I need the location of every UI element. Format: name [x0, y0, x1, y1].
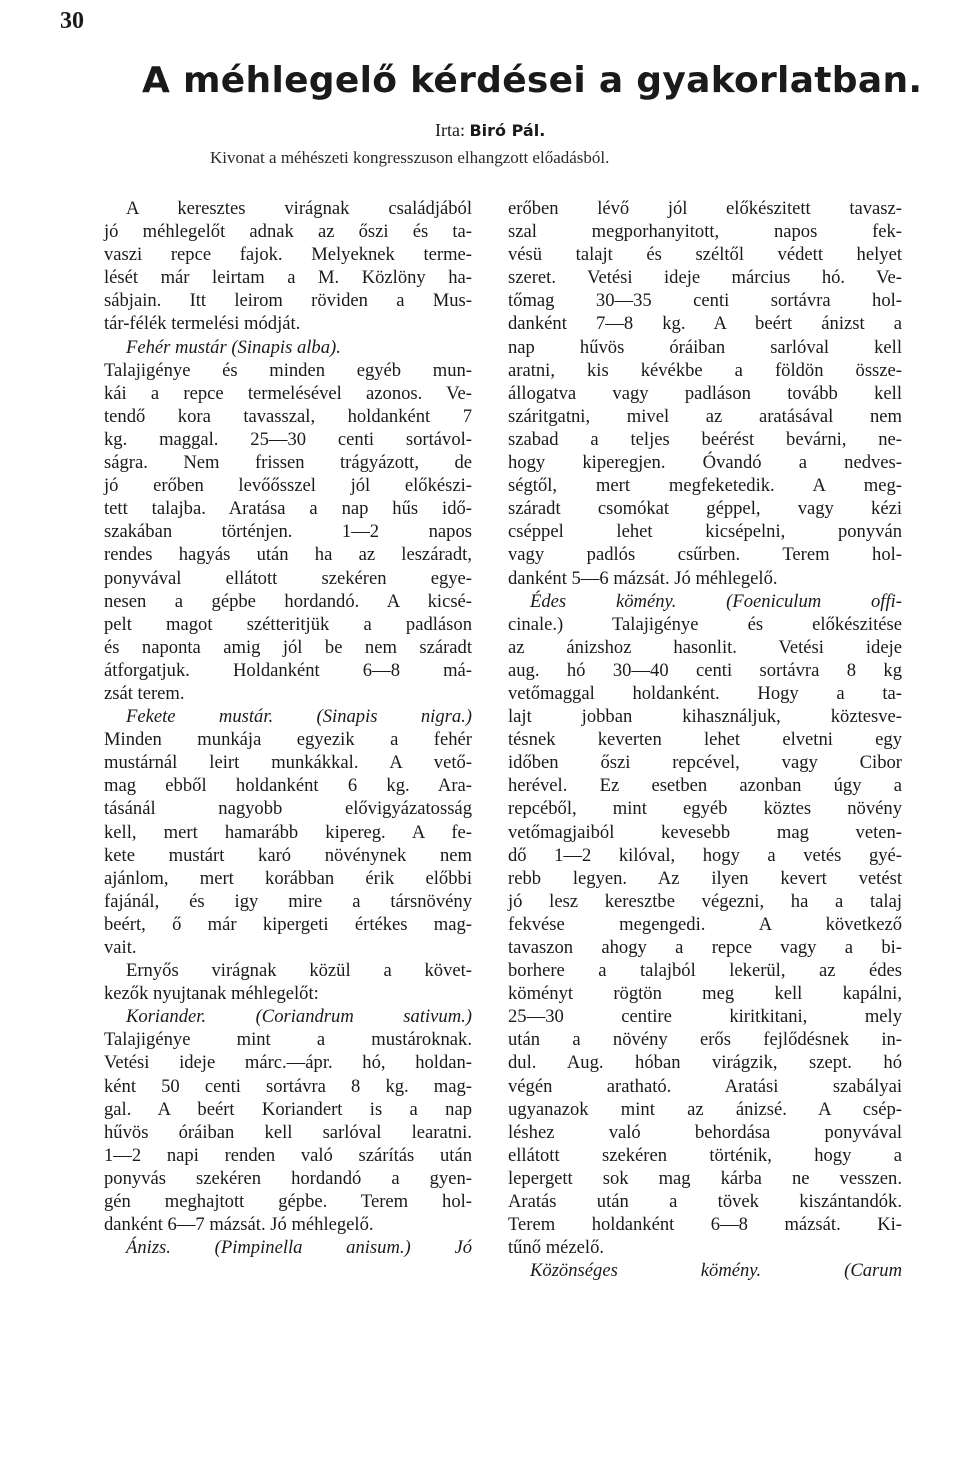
- text-line: kete mustárt karó növénynek nem: [104, 844, 472, 866]
- text-line: 25—30 centire kiritkitani, mely: [508, 1006, 902, 1028]
- text-line: beért, ő már kipergeti értékes mag-: [104, 913, 472, 935]
- text-line: tásánál nagyobb elővigyázatosság: [104, 798, 472, 820]
- text-line: száradt csomókat géppel, vagy kézi: [508, 498, 902, 520]
- left-column: [104, 197, 472, 1259]
- text-line: ellátott szekéren történik, hogy a: [508, 1144, 902, 1166]
- text-line: köményt rögtön meg kell kapálni,: [508, 983, 902, 1005]
- text-line: szeret. Vetési ideje március hó. Ve-: [508, 267, 902, 289]
- text-line: mustárnál leirt munkákkal. A vető-: [104, 752, 472, 774]
- text-line: rebb legyen. Az ilyen kevert vetést: [508, 867, 902, 889]
- text-line: mag ebből holdanként 6 kg. Ara-: [104, 775, 472, 797]
- text-line: átforgatjuk. Holdanként 6—8 má-: [104, 659, 472, 681]
- text-line: szakában történjen. 1—2 napos: [104, 521, 472, 543]
- text-line: Aratás után a tövek kiszántandók.: [508, 1191, 902, 1213]
- text-line: cinale.) Talajigénye és előkészitése: [508, 613, 902, 635]
- article-title: A méhlegelő kérdései a gyakorlatban.: [142, 60, 923, 101]
- text-line: jó méhlegelőt adnak az őszi és ta-: [104, 221, 472, 243]
- page-number: 30: [60, 8, 84, 34]
- text-line: lajt jobban kihasználjuk, köztesve-: [508, 706, 902, 728]
- text-line: nesen a gépbe hordandó. A kicsé-: [104, 590, 472, 612]
- text-line: ságra. Nem frissen trágyázott, de: [104, 452, 472, 474]
- author-name: Biró Pál.: [469, 121, 546, 140]
- text-line: dul. Aug. hóban virágzik, szept. hó: [508, 1052, 902, 1074]
- text-line: Minden munkája egyezik a fehér: [104, 729, 472, 751]
- text-line: jó erőben levőősszel jól előkészi-: [104, 475, 472, 497]
- text-line: hűvös óráiban kell sarlóval learatni.: [104, 1121, 472, 1143]
- text-line: repcéből, mint egyéb köztes növény: [508, 798, 902, 820]
- text-line: pelt magot szétteritjük a padláson: [104, 613, 472, 635]
- text-line: tésnek keverten lehet elvetni egy: [508, 729, 902, 751]
- text-line: az ánizshoz hasonlit. Vetési ideje: [508, 636, 902, 658]
- text-line: végén aratható. Aratási szabályai: [508, 1075, 902, 1097]
- text-line: danként 6—7 mázsát. Jó méhlegelő.: [104, 1214, 374, 1236]
- text-line: vaszi repce fajok. Melyeknek terme-: [104, 244, 472, 266]
- text-line: Terem holdanként 6—8 mázsát. Ki-: [508, 1214, 902, 1236]
- text-line: tett talajba. Aratása a nap hűs idő-: [104, 498, 472, 520]
- text-line: kell, mert hamarább kipereg. A fe-: [104, 821, 472, 843]
- text-line: ként 50 centi sortávra 8 kg. mag-: [104, 1075, 472, 1097]
- text-line: kg. maggal. 25—30 centi sortávol-: [104, 428, 472, 450]
- text-line: után a növény erős fejlődésnek in-: [508, 1029, 902, 1051]
- text-line: vagy padlós csűrben. Terem hol-: [508, 544, 902, 566]
- text-line: ajánlom, mert korábban érik előbbi: [104, 867, 472, 889]
- text-line: vésü talajt és széltől védett helyet: [508, 244, 902, 266]
- text-line: Vetési ideje márc.—ápr. hó, holdan-: [104, 1052, 472, 1074]
- text-line: kezők nyujtanak méhlegelőt:: [104, 983, 319, 1005]
- text-line: hogy kiperegjen. Óvandó a nedves-: [508, 452, 902, 474]
- text-line: tőmag 30—35 centi sortávra hol-: [508, 290, 902, 312]
- text-line: 1—2 napi renden való szárítás után: [104, 1144, 472, 1166]
- text-line: tűnő mézelő.: [508, 1237, 605, 1259]
- text-line: cséppel lehet kicsépelni, ponyván: [508, 521, 902, 543]
- text-line: Koriander. (Coriandrum sativum.): [126, 1006, 472, 1028]
- text-line: vetőmagjaiból kevesebb mag veten-: [508, 821, 902, 843]
- text-line: rendes hagyás után ha az leszáradt,: [104, 544, 472, 566]
- text-line: lését már leirtam a M. Közlöny ha-: [104, 267, 472, 289]
- text-line: sábjain. Itt leirom röviden a Mus-: [104, 290, 472, 312]
- text-line: ugyanazok mint az ánizsé. A csép-: [508, 1098, 902, 1120]
- text-line: kái a repce termelésével azonos. Ve-: [104, 382, 472, 404]
- text-line: ponyvás szekéren hordandó a gyen-: [104, 1167, 472, 1189]
- text-line: Közönséges kömény. (Carum: [530, 1260, 902, 1282]
- text-line: tavaszon ahogy a repce vagy a bi-: [508, 937, 902, 958]
- text-line: Édes kömény. (Foeniculum offi-: [530, 590, 902, 612]
- text-line: Talajigénye mint a mustároknak.: [104, 1029, 472, 1051]
- right-column: [508, 197, 902, 1282]
- text-line: ségtől, mert megfeketedik. A meg-: [508, 475, 902, 497]
- text-line: vait.: [104, 937, 137, 958]
- text-line: gén meghajtott gépbe. Terem hol-: [104, 1191, 472, 1213]
- text-line: danként 7—8 kg. A beért ánizst a: [508, 313, 902, 335]
- text-line: fekvése megengedi. A következő: [508, 913, 902, 935]
- byline: [435, 120, 545, 141]
- text-line: tendő kora tavasszal, holdanként 7: [104, 405, 472, 427]
- text-line: gal. A beért Koriandert is a nap: [104, 1098, 472, 1120]
- text-line: nap hűvös óráiban sarlóval kell: [508, 336, 902, 358]
- text-line: zsát terem.: [104, 682, 185, 704]
- text-line: léshez való behordása ponyvával: [508, 1121, 902, 1143]
- text-line: fajánál, és igy mire a társnövény: [104, 890, 472, 912]
- text-line: szabad a teljes beérést bevárni, ne-: [508, 428, 902, 450]
- text-line: és naponta amig jól be nem száradt: [104, 636, 472, 658]
- text-line: aratni, kis kévékbe a földön össze-: [508, 359, 902, 381]
- text-line: vetőmaggal holdanként. Hogy a ta-: [508, 682, 902, 704]
- text-line: száritgatni, mivel az aratásával nem: [508, 405, 902, 427]
- text-line: Talajigénye és minden egyéb mun-: [104, 359, 472, 381]
- text-line: szal megporhanyitott, napos fek-: [508, 221, 902, 243]
- text-line: lepergett sok mag kárba ne vesszen.: [508, 1167, 902, 1189]
- article-subtitle: Kivonat a méhészeti kongresszuson elhangzott előadásból.: [210, 148, 610, 167]
- text-line: Ernyős virágnak közül a követ-: [126, 960, 472, 982]
- text-line: aug. hó 30—40 centi sortávra 8 kg: [508, 659, 902, 681]
- text-line: ponyvával ellátott szekéren egye-: [104, 567, 472, 589]
- text-line: borhere a talajból lekerül, az édes: [508, 960, 902, 982]
- text-line: danként 5—6 mázsát. Jó méhlegelő.: [508, 567, 778, 589]
- text-line: Fehér mustár (Sinapis alba).: [126, 336, 341, 358]
- byline-prefix: Irta:: [435, 120, 465, 140]
- text-line: tár-félék termelési módját.: [104, 313, 301, 335]
- text-line: erőben lévő jól előkészitett tavasz-: [508, 198, 902, 219]
- text-line: herével. Ez esetben azonban úgy a: [508, 775, 902, 797]
- text-line: dő 1—2 kilóval, hogy a vetés gyé-: [508, 844, 902, 866]
- text-line: állogatva vagy padláson tovább kell: [508, 382, 902, 404]
- text-line: Fekete mustár. (Sinapis nigra.): [126, 706, 472, 728]
- text-line: időben őszi repcével, vagy Cibor: [508, 752, 902, 774]
- text-line: A keresztes virágnak családjából: [126, 198, 472, 219]
- text-line: Ánizs. (Pimpinella anisum.) Jó: [126, 1237, 472, 1259]
- text-line: jó lesz keresztbe végezni, ha a talaj: [508, 890, 902, 912]
